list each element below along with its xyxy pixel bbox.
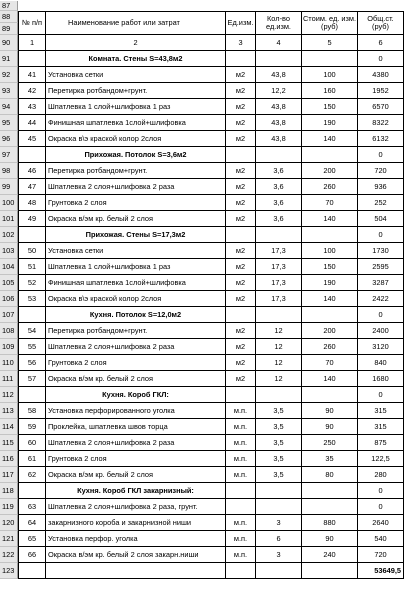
cell-sum[interactable]: 6132 [358, 131, 404, 147]
cell-no[interactable]: 43 [18, 99, 46, 115]
cell-name[interactable]: Шпатлевка 1 слой+шлифовка 1 раз [46, 99, 226, 115]
cell-no[interactable] [18, 51, 46, 67]
cell-price[interactable]: 90 [302, 403, 358, 419]
cell-unit[interactable]: м2 [226, 339, 256, 355]
cell-sum[interactable]: 1730 [358, 243, 404, 259]
table-row [0, 547, 406, 563]
cell-sum[interactable]: 2595 [358, 259, 404, 275]
cell-price[interactable] [302, 483, 358, 499]
cell-sum[interactable]: 0 [358, 227, 404, 243]
cell-price[interactable] [302, 51, 358, 67]
table-row [0, 227, 406, 243]
cell-qty[interactable] [256, 387, 302, 403]
row-number[interactable]: 98 [0, 163, 18, 179]
table-row [0, 499, 406, 515]
cell-price[interactable]: 35 [302, 451, 358, 467]
header-col2[interactable]: Наименование работ или затрат [46, 11, 226, 35]
cell-name[interactable]: Установка сетки [46, 243, 226, 259]
cell-unit[interactable]: м2 [226, 371, 256, 387]
cell-price[interactable] [302, 307, 358, 323]
cell-name[interactable]: Грунтовка 2 слоя [46, 355, 226, 371]
cell-price[interactable]: 100 [302, 67, 358, 83]
cell-price[interactable] [302, 227, 358, 243]
cell-name[interactable]: Окраска в/эм кр. белый 2 слоя [46, 211, 226, 227]
cell-sum[interactable]: 1680 [358, 371, 404, 387]
cell-sum[interactable]: 0 [358, 387, 404, 403]
table-row [0, 323, 406, 339]
cell-name[interactable]: Окраска в/эм кр. белый 2 слоя закарн.ниши [46, 547, 226, 563]
cell-name[interactable]: Перетирка ротбандом+грунт. [46, 83, 226, 99]
cell-unit[interactable] [226, 483, 256, 499]
cell-unit[interactable]: м2 [226, 115, 256, 131]
cell-qty[interactable]: 3,5 [256, 467, 302, 483]
section-title[interactable]: Кухня. Короб ГКЛ: [46, 387, 226, 403]
cell-no[interactable] [18, 307, 46, 323]
cell-qty[interactable]: 43,8 [256, 115, 302, 131]
column-number[interactable]: 2 [46, 35, 226, 51]
cell-name[interactable]: Окраска в\э краской колор 2слоя [46, 131, 226, 147]
cell-no[interactable] [18, 483, 46, 499]
cell-price[interactable] [302, 563, 358, 579]
cell-sum[interactable]: 8322 [358, 115, 404, 131]
cell-no[interactable]: 58 [18, 403, 46, 419]
cell-no[interactable]: 52 [18, 275, 46, 291]
cell-qty[interactable]: 3,5 [256, 403, 302, 419]
table-row [0, 339, 406, 355]
table-row [0, 451, 406, 467]
cell-qty[interactable]: 17,3 [256, 291, 302, 307]
cell-price[interactable] [302, 387, 358, 403]
cell-price[interactable]: 240 [302, 547, 358, 563]
row-number[interactable]: 97 [0, 147, 18, 163]
table-row [0, 99, 406, 115]
cell-unit[interactable]: м.п. [226, 467, 256, 483]
cell-name[interactable]: Проклейка, шпатлевка швов торца [46, 419, 226, 435]
cell-sum[interactable]: 875 [358, 435, 404, 451]
cell-price[interactable]: 90 [302, 419, 358, 435]
row-number[interactable]: 115 [0, 435, 18, 451]
table-row [0, 355, 406, 371]
cell-unit[interactable]: м2 [226, 67, 256, 83]
section-title[interactable]: Комната. Стены S=43,8м2 [46, 51, 226, 67]
cell-price[interactable]: 190 [302, 115, 358, 131]
cell-no[interactable]: 44 [18, 115, 46, 131]
table-row [0, 83, 406, 99]
cell-name[interactable]: Финишная шпатлевка 1слой+шлифовка [46, 115, 226, 131]
row-number[interactable]: 106 [0, 291, 18, 307]
cell-sum[interactable]: 0 [358, 51, 404, 67]
cell-sum[interactable]: 504 [358, 211, 404, 227]
cell-name[interactable]: Установка перфор. уголка [46, 531, 226, 547]
cell-no[interactable]: 61 [18, 451, 46, 467]
cell-no[interactable]: 53 [18, 291, 46, 307]
cell-sum[interactable]: 720 [358, 163, 404, 179]
header-col4[interactable]: Кол-во ед.изм. [256, 11, 302, 35]
cell-no[interactable]: 51 [18, 259, 46, 275]
cell-price[interactable] [302, 147, 358, 163]
cell-price[interactable]: 80 [302, 467, 358, 483]
cell-unit[interactable]: м.п. [226, 547, 256, 563]
cell-unit[interactable]: м2 [226, 99, 256, 115]
cell-price[interactable]: 90 [302, 531, 358, 547]
column-number[interactable]: 3 [226, 35, 256, 51]
cell-unit[interactable]: м2 [226, 323, 256, 339]
cell-sum[interactable]: 6570 [358, 99, 404, 115]
cell-qty[interactable]: 3,6 [256, 211, 302, 227]
row-number[interactable]: 88 [0, 11, 18, 23]
row-number[interactable]: 110 [0, 355, 18, 371]
cell-sum[interactable]: 2640 [358, 515, 404, 531]
cell-sum[interactable]: 0 [358, 307, 404, 323]
cell-name[interactable]: Перетирка ротбандом+грунт. [46, 323, 226, 339]
cell-unit[interactable]: м2 [226, 355, 256, 371]
cell-no[interactable]: 47 [18, 179, 46, 195]
cell-name[interactable]: Шпатлевка 2 слоя+шлифовка 2 раза [46, 339, 226, 355]
cell-no[interactable]: 62 [18, 467, 46, 483]
cell-sum[interactable]: 1952 [358, 83, 404, 99]
cell-sum[interactable]: 936 [358, 179, 404, 195]
row-number[interactable]: 92 [0, 67, 18, 83]
row-number[interactable]: 101 [0, 211, 18, 227]
cell-no[interactable]: 64 [18, 515, 46, 531]
cell-qty[interactable]: 12 [256, 339, 302, 355]
cell-qty[interactable]: 6 [256, 531, 302, 547]
table-row [0, 1, 406, 11]
table-row [0, 563, 406, 579]
cell-unit[interactable] [226, 307, 256, 323]
cell-unit[interactable]: м2 [226, 179, 256, 195]
cell-sum[interactable]: 3120 [358, 339, 404, 355]
cell-sum[interactable]: 3287 [358, 275, 404, 291]
table-row [0, 515, 406, 531]
cell-qty[interactable]: 3,5 [256, 451, 302, 467]
table-row [0, 275, 406, 291]
cell-no[interactable]: 60 [18, 435, 46, 451]
column-number[interactable]: 1 [18, 35, 46, 51]
cell-unit[interactable] [226, 147, 256, 163]
section-title[interactable]: Кухня. Потолок S=12,0м2 [46, 307, 226, 323]
cell-sum[interactable]: 840 [358, 355, 404, 371]
header-col5[interactable]: Стоим. ед. изм. (руб) [302, 11, 358, 35]
row-number[interactable]: 119 [0, 499, 18, 515]
table-row [0, 483, 406, 499]
cell-name[interactable]: Шпатлевка 2 слоя+шлифовка 2 раза [46, 179, 226, 195]
cell-no[interactable]: 49 [18, 211, 46, 227]
cell-qty[interactable]: 12 [256, 371, 302, 387]
cell-unit[interactable]: м2 [226, 163, 256, 179]
cell-sum[interactable]: 252 [358, 195, 404, 211]
cell-sum[interactable]: 315 [358, 403, 404, 419]
table-row [0, 467, 406, 483]
cell-price[interactable]: 100 [302, 243, 358, 259]
section-title[interactable]: Прихожая. Стены S=17,3м2 [46, 227, 226, 243]
row-number[interactable]: 121 [0, 531, 18, 547]
header-col3[interactable]: Ед.изм. [226, 11, 256, 35]
cell-qty[interactable]: 3,5 [256, 435, 302, 451]
cell-price[interactable]: 70 [302, 355, 358, 371]
table-row [0, 243, 406, 259]
table-row [0, 195, 406, 211]
cell-name[interactable]: Финишная шпатлевка 1слой+шлифовка [46, 275, 226, 291]
row-number[interactable]: 104 [0, 259, 18, 275]
cell-price[interactable]: 140 [302, 371, 358, 387]
table-row [0, 259, 406, 275]
table-row [0, 387, 406, 403]
column-number[interactable]: 4 [256, 35, 302, 51]
cell-unit[interactable]: м2 [226, 291, 256, 307]
table-row [0, 291, 406, 307]
table-row [0, 115, 406, 131]
cell-price[interactable]: 190 [302, 275, 358, 291]
row-number[interactable]: 114 [0, 419, 18, 435]
cell-no[interactable] [18, 387, 46, 403]
cell-no[interactable]: 48 [18, 195, 46, 211]
cell-qty[interactable]: 3,6 [256, 179, 302, 195]
section-title[interactable]: Прихожая. Потолок S=3,6м2 [46, 147, 226, 163]
cell-no[interactable]: 65 [18, 531, 46, 547]
cell-price[interactable]: 140 [302, 211, 358, 227]
cell-price[interactable]: 150 [302, 259, 358, 275]
cell-price[interactable]: 70 [302, 195, 358, 211]
row-number[interactable]: 112 [0, 387, 18, 403]
cell-name[interactable]: Грунтовка 2 слоя [46, 195, 226, 211]
cell-qty[interactable]: 3 [256, 515, 302, 531]
cell-unit[interactable] [226, 387, 256, 403]
row-number[interactable]: 91 [0, 51, 18, 67]
cell-price[interactable]: 150 [302, 99, 358, 115]
cell-unit[interactable]: м.п. [226, 419, 256, 435]
table-row [0, 163, 406, 179]
cell-sum[interactable]: 280 [358, 467, 404, 483]
row-number[interactable]: 87 [0, 1, 18, 11]
cell-no[interactable]: 45 [18, 131, 46, 147]
cell-unit[interactable] [226, 499, 256, 515]
cell-price[interactable]: 260 [302, 339, 358, 355]
header-col1[interactable]: № п/п [18, 11, 46, 35]
cell-qty[interactable]: 3,6 [256, 163, 302, 179]
row-number[interactable]: 113 [0, 403, 18, 419]
table-row [0, 435, 406, 451]
cell-no[interactable]: 56 [18, 355, 46, 371]
cell-qty[interactable]: 17,3 [256, 275, 302, 291]
row-number[interactable]: 122 [0, 547, 18, 563]
cell-qty[interactable]: 43,8 [256, 99, 302, 115]
row-number[interactable]: 108 [0, 323, 18, 339]
cell-price[interactable]: 200 [302, 163, 358, 179]
row-number[interactable]: 120 [0, 515, 18, 531]
cell-qty[interactable] [256, 51, 302, 67]
table-row [0, 179, 406, 195]
row-number[interactable]: 93 [0, 83, 18, 99]
cell-sum[interactable]: 0 [358, 483, 404, 499]
cell-no[interactable]: 42 [18, 83, 46, 99]
row-number[interactable]: 94 [0, 99, 18, 115]
grand-total[interactable]: 53649,5 [358, 563, 404, 579]
cell-no[interactable]: 46 [18, 163, 46, 179]
cell-unit[interactable]: м.п. [226, 531, 256, 547]
cell-price[interactable]: 140 [302, 131, 358, 147]
row-number[interactable]: 100 [0, 195, 18, 211]
row-number[interactable]: 90 [0, 35, 18, 51]
cell-name[interactable]: Окраска в/эм кр. белый 2 слоя [46, 467, 226, 483]
cell-qty[interactable]: 3,5 [256, 419, 302, 435]
cell-qty[interactable] [256, 483, 302, 499]
cell-qty[interactable]: 17,3 [256, 259, 302, 275]
cell-sum[interactable]: 2422 [358, 291, 404, 307]
row-number[interactable]: 96 [0, 131, 18, 147]
row-number[interactable]: 89 [0, 23, 18, 35]
cell-no[interactable]: 57 [18, 371, 46, 387]
cell-name[interactable]: Шпатлевка 1 слой+шлифовка 1 раз [46, 259, 226, 275]
cell-price[interactable]: 260 [302, 179, 358, 195]
cell-no[interactable] [18, 563, 46, 579]
header-col6[interactable]: Общ.ст. (руб) [358, 11, 404, 35]
cell-no[interactable]: 66 [18, 547, 46, 563]
row-number[interactable]: 105 [0, 275, 18, 291]
cell-price[interactable] [302, 499, 358, 515]
cell-unit[interactable]: м2 [226, 195, 256, 211]
cell-price[interactable]: 250 [302, 435, 358, 451]
cell-sum[interactable]: 540 [358, 531, 404, 547]
cell-price[interactable]: 880 [302, 515, 358, 531]
cell-qty[interactable] [256, 147, 302, 163]
row-number[interactable]: 111 [0, 371, 18, 387]
cell-unit[interactable]: м2 [226, 83, 256, 99]
row-number[interactable]: 116 [0, 451, 18, 467]
cell-unit[interactable]: м2 [226, 211, 256, 227]
cell-sum[interactable]: 720 [358, 547, 404, 563]
cell-no[interactable] [18, 147, 46, 163]
cell-qty[interactable]: 43,8 [256, 131, 302, 147]
cell-no[interactable]: 63 [18, 499, 46, 515]
cell-no[interactable]: 55 [18, 339, 46, 355]
cell-qty[interactable] [256, 227, 302, 243]
table-row [0, 67, 406, 83]
table-row [0, 51, 406, 67]
cell-name[interactable]: Грунтовка 2 слоя [46, 451, 226, 467]
row-number[interactable]: 95 [0, 115, 18, 131]
cell-sum[interactable]: 315 [358, 419, 404, 435]
cell-name[interactable]: закарнизного короба и закарнизной ниши [46, 515, 226, 531]
row-number[interactable]: 107 [0, 307, 18, 323]
cell-unit[interactable]: м2 [226, 275, 256, 291]
cell-name[interactable]: Шпатлевка 2 слоя+шлифовка 2 раза, грунт. [46, 499, 226, 515]
row-number[interactable]: 123 [0, 563, 18, 579]
cell-unit[interactable]: м.п. [226, 403, 256, 419]
cell-unit[interactable]: м.п. [226, 515, 256, 531]
table-row [0, 131, 406, 147]
cell-qty[interactable] [256, 499, 302, 515]
cell-sum[interactable]: 0 [358, 147, 404, 163]
row-number[interactable]: 102 [0, 227, 18, 243]
row-number[interactable]: 103 [0, 243, 18, 259]
cell-qty[interactable]: 3 [256, 547, 302, 563]
cell-no[interactable]: 54 [18, 323, 46, 339]
table-row [0, 147, 406, 163]
cell-name[interactable]: Установка перфорированного уголка [46, 403, 226, 419]
table-row [0, 371, 406, 387]
cell-qty[interactable]: 12 [256, 323, 302, 339]
cell-qty[interactable] [256, 307, 302, 323]
column-number[interactable]: 6 [358, 35, 404, 51]
table-row [0, 419, 406, 435]
cell-unit[interactable]: м.п. [226, 451, 256, 467]
cell-sum[interactable]: 0 [358, 499, 404, 515]
cell-qty[interactable]: 43,8 [256, 67, 302, 83]
cell-qty[interactable] [256, 563, 302, 579]
cell-name[interactable] [46, 563, 226, 579]
cell-price[interactable]: 200 [302, 323, 358, 339]
cell-no[interactable] [18, 227, 46, 243]
cell-no[interactable]: 59 [18, 419, 46, 435]
cell-no[interactable]: 41 [18, 67, 46, 83]
row-number[interactable]: 118 [0, 483, 18, 499]
cell-unit[interactable]: м2 [226, 259, 256, 275]
table-row [0, 403, 406, 419]
cell-name[interactable]: Окраска в\э краской колор 2слоя [46, 291, 226, 307]
cell-name[interactable]: Перетирка ротбандом+грунт. [46, 163, 226, 179]
cell-unit[interactable] [226, 51, 256, 67]
cell-price[interactable]: 140 [302, 291, 358, 307]
cell-qty[interactable]: 3,6 [256, 195, 302, 211]
cell-unit[interactable]: м2 [226, 131, 256, 147]
cell-name[interactable]: Шпатлевка 2 слоя+шлифовка 2 раза [46, 435, 226, 451]
table-row [0, 307, 406, 323]
cell-sum[interactable]: 2400 [358, 323, 404, 339]
section-title[interactable]: Кухня. Короб ГКЛ закарнизный: [46, 483, 226, 499]
cell-sum[interactable]: 122,5 [358, 451, 404, 467]
cell-name[interactable]: Установка сетки [46, 67, 226, 83]
cell-unit[interactable]: м.п. [226, 435, 256, 451]
cell-name[interactable]: Окраска в/эм кр. белый 2 слоя [46, 371, 226, 387]
cell-qty[interactable]: 12 [256, 355, 302, 371]
row-number[interactable]: 109 [0, 339, 18, 355]
table-row [0, 531, 406, 547]
cell-unit[interactable]: м2 [226, 243, 256, 259]
cell-unit[interactable] [226, 563, 256, 579]
table-row [0, 211, 406, 227]
cell-qty[interactable]: 17,3 [256, 243, 302, 259]
cell-sum[interactable]: 4380 [358, 67, 404, 83]
cell-unit[interactable] [226, 227, 256, 243]
column-number[interactable]: 5 [302, 35, 358, 51]
cell-qty[interactable]: 12,2 [256, 83, 302, 99]
row-number[interactable]: 117 [0, 467, 18, 483]
row-number[interactable]: 99 [0, 179, 18, 195]
cell-price[interactable]: 160 [302, 83, 358, 99]
table-row [0, 35, 406, 51]
cell-no[interactable]: 50 [18, 243, 46, 259]
